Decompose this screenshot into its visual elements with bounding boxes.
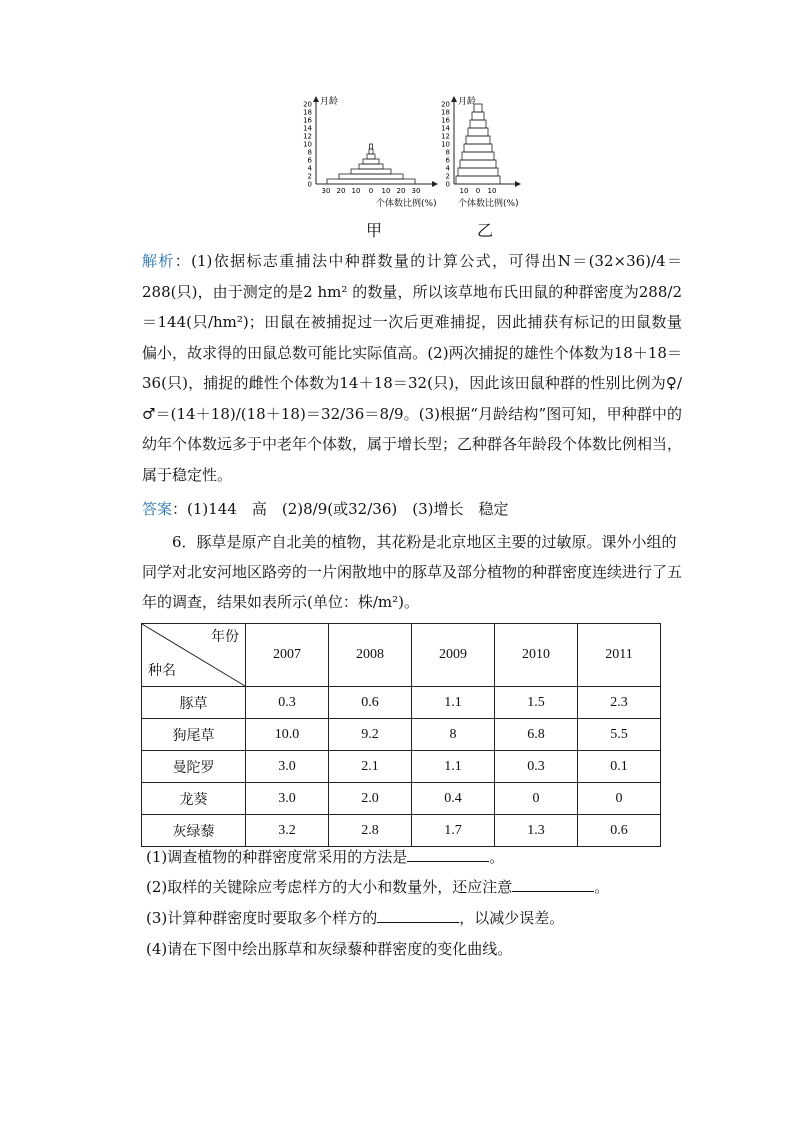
- x-tick-label: 0: [368, 187, 374, 195]
- subquestion-2: [146, 876, 609, 897]
- y-tick-label: 18: [441, 108, 450, 117]
- year-header: 2010: [495, 624, 578, 687]
- figure-label-yi: 乙: [477, 221, 494, 240]
- table-cell: 1.5: [495, 687, 578, 719]
- table-row: [142, 687, 661, 719]
- y-tick-label: 8: [445, 148, 450, 157]
- question-6-stem: 6．豚草是原产自北美的植物，其花粉是北京地区主要的过敏原。课外小组的同学对北安河地区路旁的一片闲散地中的豚草及部分植物的种群密度连续进行了五年的调查，结果如表所示(单位：株/m²)。: [142, 533, 683, 611]
- y-tick-label: 12: [441, 132, 450, 141]
- year-header: 2011: [578, 624, 661, 687]
- pyramid-bar: [370, 144, 373, 149]
- y-tick-label: 0: [445, 180, 450, 189]
- table-row: [142, 783, 661, 815]
- table-cell: 0: [495, 783, 578, 815]
- y-axis-title: 月龄: [320, 97, 339, 107]
- table-cell: 0.6: [329, 687, 412, 719]
- table-cell: 6.8: [495, 719, 578, 751]
- y-tick-label: 0: [307, 180, 312, 189]
- header-year-label: 年份: [211, 630, 239, 645]
- table-cell: 1.1: [412, 687, 495, 719]
- age-pyramid-jia: [300, 92, 440, 212]
- subquestion-text: (2)取样的关键除应考虑样方的大小和数量外，还应注意: [146, 878, 513, 896]
- table-row: [142, 751, 661, 783]
- subquestion-3: [146, 907, 564, 928]
- species-name: 曼陀罗: [142, 751, 246, 783]
- y-tick-label: 6: [307, 156, 312, 165]
- pyramid-bar: [458, 168, 498, 176]
- answer-blank[interactable]: [377, 908, 459, 923]
- answer-text: ：(1)144 高 (2)8/9(或32/36) (3)增长 稳定: [172, 500, 509, 518]
- table-cell: 2.8: [329, 815, 412, 847]
- table-cell: 5.5: [578, 719, 661, 751]
- y-tick-label: 18: [303, 108, 312, 117]
- analysis-text: ：(1)依据标志重捕法中种群数量的计算公式，可得出N＝(32×36)/4＝288(只)，由于测定的是2 hm² 的数量，所以该草地布氏田鼠的种群密度为288/2＝144(只/hm²)；田鼠在被捕捉过一次后更难捕捉，因此捕获有标记的田鼠数量偏小，故求得的田鼠总数可能比实际值高。(2)两次捕捉的雄性个体数为18＋18＝36(只)，捕捉的雌性个体数为14＋18＝32(只)，因此该田鼠种群的性别比例为♀/♂＝(14＋18)/(18＋18)＝32/36＝8/9。(3)根据“月龄结构”图可知，甲种群中的幼年个体数远多于中老年个体数，属于增长型；乙种群各年龄段个体数比例相当，属于稳定性。: [142, 252, 683, 484]
- answer-blank[interactable]: [407, 847, 489, 862]
- pyramid-bar: [472, 112, 484, 120]
- y-tick-label: 14: [303, 124, 312, 133]
- year-header: 2008: [329, 624, 412, 687]
- pyramid-bar: [367, 154, 375, 159]
- analysis-label: 解析: [142, 252, 175, 270]
- y-tick-label: 2: [445, 172, 450, 181]
- table-cell: 9.2: [329, 719, 412, 751]
- table-row: [142, 815, 661, 847]
- x-axis-title-yi: 个体数比例(%): [458, 199, 519, 209]
- y-tick-label: 10: [303, 140, 312, 149]
- subquestion-text: (4)请在下图中绘出豚草和灰绿藜种群密度的变化曲线。: [146, 940, 513, 958]
- pyramid-bar: [359, 164, 383, 169]
- pyramid-bar: [351, 169, 391, 174]
- table-cell: 8: [412, 719, 495, 751]
- species-name: 豚草: [142, 687, 246, 719]
- pyramid-bar: [464, 144, 492, 152]
- x-tick-label: 0: [475, 187, 481, 195]
- y-tick-label: 20: [303, 100, 312, 109]
- table-cell: 10.0: [246, 719, 329, 751]
- subquestion-text: 。: [594, 878, 610, 896]
- table-cell: 0.6: [578, 815, 661, 847]
- table-cell: 1.7: [412, 815, 495, 847]
- table-header-row: [142, 624, 661, 687]
- subquestion-text: (3)计算种群密度时要取多个样方的: [146, 909, 378, 927]
- pyramid-bar: [460, 160, 496, 168]
- figure-label-jia: 甲: [366, 221, 383, 240]
- table-cell: 0.3: [495, 751, 578, 783]
- pyramid-bar: [339, 174, 403, 179]
- table-cell: 3.2: [246, 815, 329, 847]
- year-header: 2009: [412, 624, 495, 687]
- y-tick-label: 14: [441, 124, 450, 133]
- y-tick-label: 10: [441, 140, 450, 149]
- y-tick-label: 8: [307, 148, 312, 157]
- table-cell: 2.3: [578, 687, 661, 719]
- species-name: 龙葵: [142, 783, 246, 815]
- pyramid-bar: [363, 159, 379, 164]
- pyramid-bar: [470, 120, 486, 128]
- analysis-paragraph: [142, 246, 682, 490]
- answer-blank[interactable]: [512, 877, 594, 892]
- table-cell: 0.4: [412, 783, 495, 815]
- pyramid-bar: [369, 149, 373, 154]
- subquestion-4: [146, 938, 512, 959]
- y-tick-label: 4: [445, 164, 450, 173]
- x-tick-label: 10: [351, 187, 361, 195]
- x-tick-label: 30: [411, 187, 421, 195]
- table-cell: 3.0: [246, 783, 329, 815]
- header-name-label: 种名: [148, 664, 176, 679]
- answer-line: [142, 498, 508, 519]
- table-cell: 0.1: [578, 751, 661, 783]
- y-tick-label: 2: [307, 172, 312, 181]
- subquestion-text: ，以减少误差。: [459, 909, 565, 927]
- y-tick-label: 16: [441, 116, 450, 125]
- table-cell: 1.1: [412, 751, 495, 783]
- table-diagonal-header-cell: [142, 624, 246, 687]
- table-cell: 3.0: [246, 751, 329, 783]
- x-tick-label: 20: [396, 187, 406, 195]
- species-name: 灰绿藜: [142, 815, 246, 847]
- table-row: [142, 719, 661, 751]
- answer-label: 答案: [142, 500, 173, 518]
- x-tick-label: 10: [381, 187, 391, 195]
- x-tick-label: 10: [487, 187, 497, 195]
- table-cell: 0: [578, 783, 661, 815]
- pyramid-bar: [468, 128, 488, 136]
- table-cell: 1.3: [495, 815, 578, 847]
- subquestion-text: 。: [489, 848, 505, 866]
- x-axis-title-jia: 个体数比例(%): [376, 199, 437, 209]
- x-tick-label: 30: [321, 187, 331, 195]
- table-cell: 2.0: [329, 783, 412, 815]
- pyramid-bar: [462, 152, 494, 160]
- age-pyramid-yi: [442, 92, 532, 212]
- population-density-table: [141, 623, 661, 847]
- subquestion-1: [146, 846, 504, 867]
- subquestion-text: (1)调查植物的种群密度常采用的方法是: [146, 848, 408, 866]
- y-tick-label: 4: [307, 164, 312, 173]
- table-cell: 2.1: [329, 751, 412, 783]
- species-name: 狗尾草: [142, 719, 246, 751]
- y-tick-label: 12: [303, 132, 312, 141]
- y-tick-label: 16: [303, 116, 312, 125]
- x-tick-label: 10: [459, 187, 469, 195]
- y-axis-title: 月龄: [458, 97, 477, 107]
- y-tick-label: 6: [445, 156, 450, 165]
- pyramid-bar: [327, 179, 415, 184]
- pyramid-bar: [456, 176, 500, 184]
- pyramid-bar: [466, 136, 490, 144]
- year-header: 2007: [246, 624, 329, 687]
- table-cell: 0.3: [246, 687, 329, 719]
- x-tick-label: 20: [336, 187, 346, 195]
- y-tick-label: 20: [441, 100, 450, 109]
